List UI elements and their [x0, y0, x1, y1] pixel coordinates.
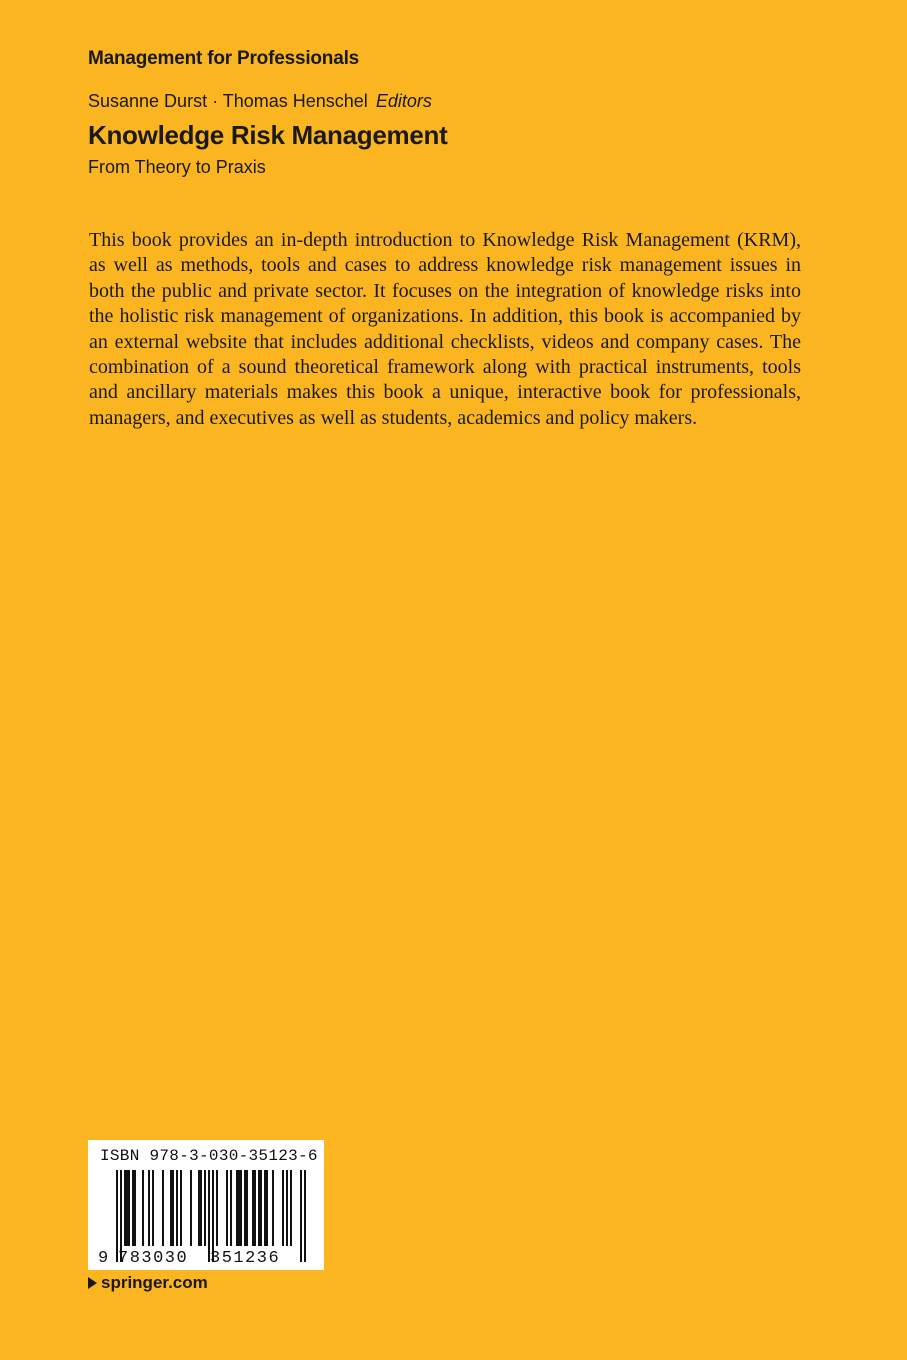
- triangle-right-icon: [88, 1277, 97, 1289]
- book-description: This book provides an in-depth introduction to Knowledge Risk Management (KRM), as well as methods, tools and cases to address knowledge risk management issues in both the public and private sector. It focuses on the integration of knowledge risks into the holistic risk management of organizations. In addition, this book is accompanied by an external website that includes additional checklists, videos and company cases. The combination of a sound theoretical framework along with practical instruments, tools and ancillary materials makes this book a unique, interactive book for professionals, managers, and executives as well as students, academics and policy makers.: [89, 229, 801, 429]
- barcode-bar: [244, 1170, 246, 1246]
- barcode-bar: [246, 1170, 248, 1246]
- barcode-bar: [204, 1170, 206, 1246]
- barcode-bar: [260, 1170, 262, 1246]
- barcode-bar: [176, 1170, 178, 1246]
- barcode-guard-bar: [304, 1170, 306, 1262]
- barcode-bar: [124, 1170, 126, 1246]
- book-title: Knowledge Risk Management: [88, 120, 448, 150]
- barcode-bar: [148, 1170, 150, 1246]
- publisher-url: springer.com: [101, 1273, 208, 1292]
- barcode-guard-bar: [300, 1170, 302, 1262]
- barcode-bar: [254, 1170, 256, 1246]
- barcode-bar: [272, 1170, 274, 1246]
- barcode-bar: [198, 1170, 200, 1246]
- isbn-number: ISBN 978-3-030-35123-6: [100, 1147, 318, 1165]
- barcode-bar: [290, 1170, 292, 1246]
- barcode-bar: [162, 1170, 164, 1246]
- barcode: [88, 1140, 324, 1270]
- barcode-bar: [126, 1170, 128, 1246]
- barcode-first-digit: 9: [98, 1249, 109, 1268]
- barcode-bar: [258, 1170, 260, 1246]
- barcode-bar: [190, 1170, 192, 1246]
- barcode-bar: [132, 1170, 134, 1246]
- barcode-bar: [200, 1170, 202, 1246]
- barcode-bar: [264, 1170, 266, 1246]
- barcode-bar: [240, 1170, 242, 1246]
- barcode-bar: [226, 1170, 228, 1246]
- barcode-bar: [216, 1170, 218, 1246]
- series-name: Management for Professionals: [88, 48, 360, 69]
- book-subtitle: From Theory to Praxis: [88, 157, 266, 177]
- barcode-bar: [152, 1170, 154, 1246]
- barcode-bar: [128, 1170, 130, 1246]
- barcode-bar: [286, 1170, 288, 1246]
- barcode-bar: [266, 1170, 268, 1246]
- editors-line: [88, 91, 432, 112]
- barcode-bar: [252, 1170, 254, 1246]
- barcode-bar: [236, 1170, 238, 1246]
- editors-names: Susanne Durst · Thomas Henschel: [88, 91, 368, 111]
- barcode-right-digits: 351236: [210, 1249, 281, 1268]
- barcode-bar: [142, 1170, 144, 1246]
- barcode-bar: [180, 1170, 182, 1246]
- barcode-bar: [238, 1170, 240, 1246]
- barcode-bar: [172, 1170, 174, 1246]
- barcode-bar: [282, 1170, 284, 1246]
- publisher-link[interactable]: [88, 1273, 208, 1293]
- editors-role: Editors: [375, 91, 432, 111]
- barcode-left-digits: 783030: [118, 1249, 189, 1268]
- barcode-bar: [230, 1170, 232, 1246]
- barcode-bar: [170, 1170, 172, 1246]
- barcode-bar: [134, 1170, 136, 1246]
